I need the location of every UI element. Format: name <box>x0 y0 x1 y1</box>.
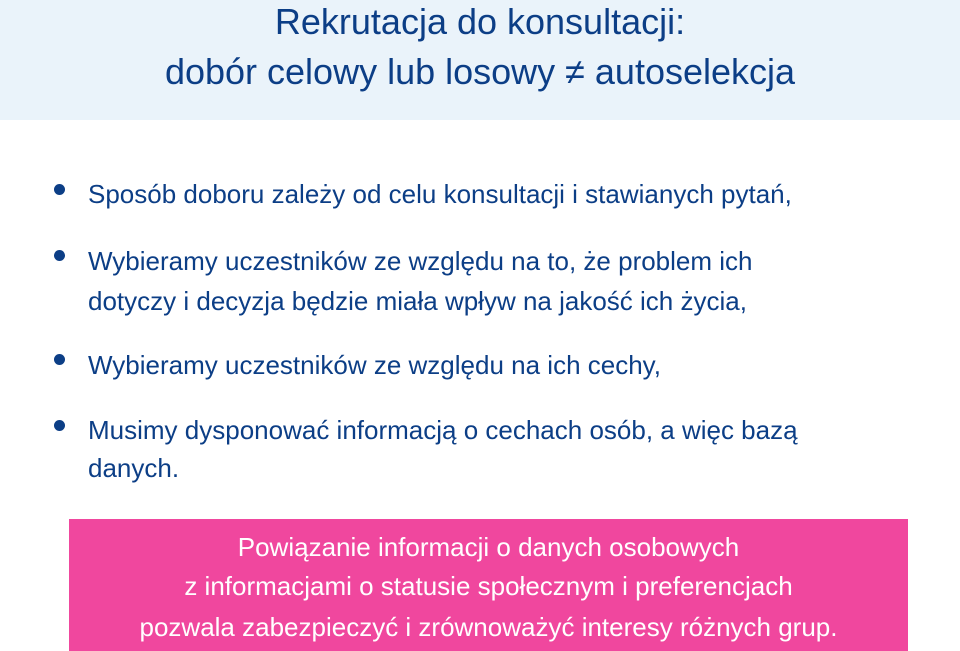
bullet-text-line: danych. <box>88 453 180 483</box>
callout-text-line: z informacjami o statusie społecznym i preferencjach <box>184 571 793 601</box>
callout-text-line: Powiązanie informacji o danych osobowych <box>237 532 740 562</box>
slide-title-band <box>0 0 960 120</box>
bullet-text-line: Sposób doboru zależy od celu konsultacji i stawianych pytań, <box>88 179 792 209</box>
highlight-callout-box <box>69 519 908 651</box>
bullet-dot-icon <box>54 184 65 195</box>
callout-text-line: pozwala zabezpieczyć i zrównoważyć interesy różnych grup. <box>139 612 838 642</box>
bullet-text-line: Wybieramy uczestników ze względu na ich cechy, <box>88 350 661 380</box>
slide-title-line-1: Rekrutacja do konsultacji: <box>274 1 686 42</box>
slide-title-line-2: dobór celowy lub losowy ≠ autoselekcja <box>164 51 796 92</box>
bullet-text-line: Wybieramy uczestników ze względu na to, że problem ich <box>88 246 753 276</box>
bullet-text-line: dotyczy i decyzja będzie miała wpływ na jakość ich życia, <box>88 286 747 316</box>
bullet-dot-icon <box>54 250 65 261</box>
bullet-dot-icon <box>54 420 65 431</box>
bullet-dot-icon <box>54 354 65 365</box>
bullet-text-line: Musimy dysponować informacją o cechach osób, a więc bazą <box>88 415 798 445</box>
